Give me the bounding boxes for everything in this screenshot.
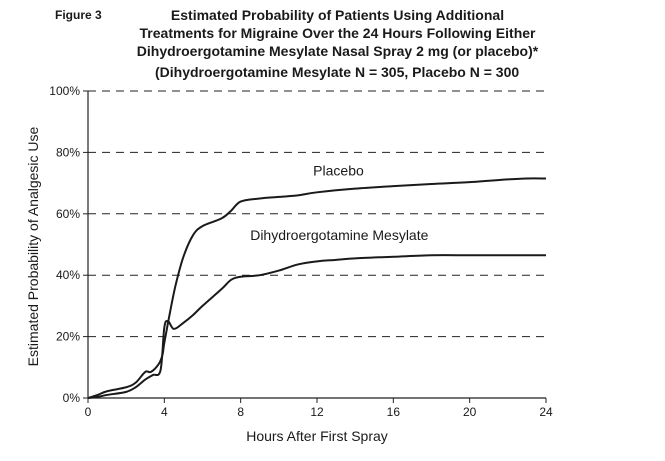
- y-axis-label: Estimated Probability of Analgesic Use: [25, 126, 41, 367]
- y-tick-label: 0%: [62, 391, 80, 405]
- series-lines: [88, 178, 546, 398]
- grid-lines: [88, 91, 546, 337]
- x-tick-label: 16: [386, 405, 401, 419]
- x-tick-label: 0: [84, 405, 92, 419]
- y-tick-label: 60%: [55, 206, 80, 221]
- series-line-1: [88, 255, 546, 398]
- x-tick-label: 24: [539, 405, 553, 419]
- chart-title-line: Dihydroergotamine Mesylate Nasal Spray 2 mg (or placebo)*: [136, 43, 539, 59]
- x-tick-label: 20: [462, 405, 477, 419]
- x-tick-label: 8: [237, 405, 245, 419]
- y-tick-label: 100%: [49, 84, 80, 98]
- series-label-0: Placebo: [313, 162, 364, 179]
- chart-subtitle: (Dihydroergotamine Mesylate N = 305, Placebo N = 300: [155, 64, 520, 80]
- x-tick-label: 12: [310, 405, 324, 419]
- axes: [83, 91, 546, 403]
- chart-title-line: Estimated Probability of Patients Using Additional: [170, 7, 505, 23]
- chart-title-line: Treatments for Migraine Over the 24 Hours Following Either: [139, 25, 536, 41]
- y-tick-label: 40%: [55, 268, 80, 283]
- figure-label: Figure 3: [55, 8, 102, 22]
- tick-labels: [49, 84, 553, 419]
- y-tick-label: 20%: [55, 329, 80, 344]
- series-labels: [250, 162, 428, 242]
- series-line-0: [88, 178, 546, 398]
- x-axis-label: Hours After First Spray: [246, 428, 388, 444]
- series-label-1: Dihydroergotamine Mesylate: [250, 226, 429, 243]
- y-tick-label: 80%: [55, 145, 80, 160]
- x-tick-label: 4: [160, 405, 168, 419]
